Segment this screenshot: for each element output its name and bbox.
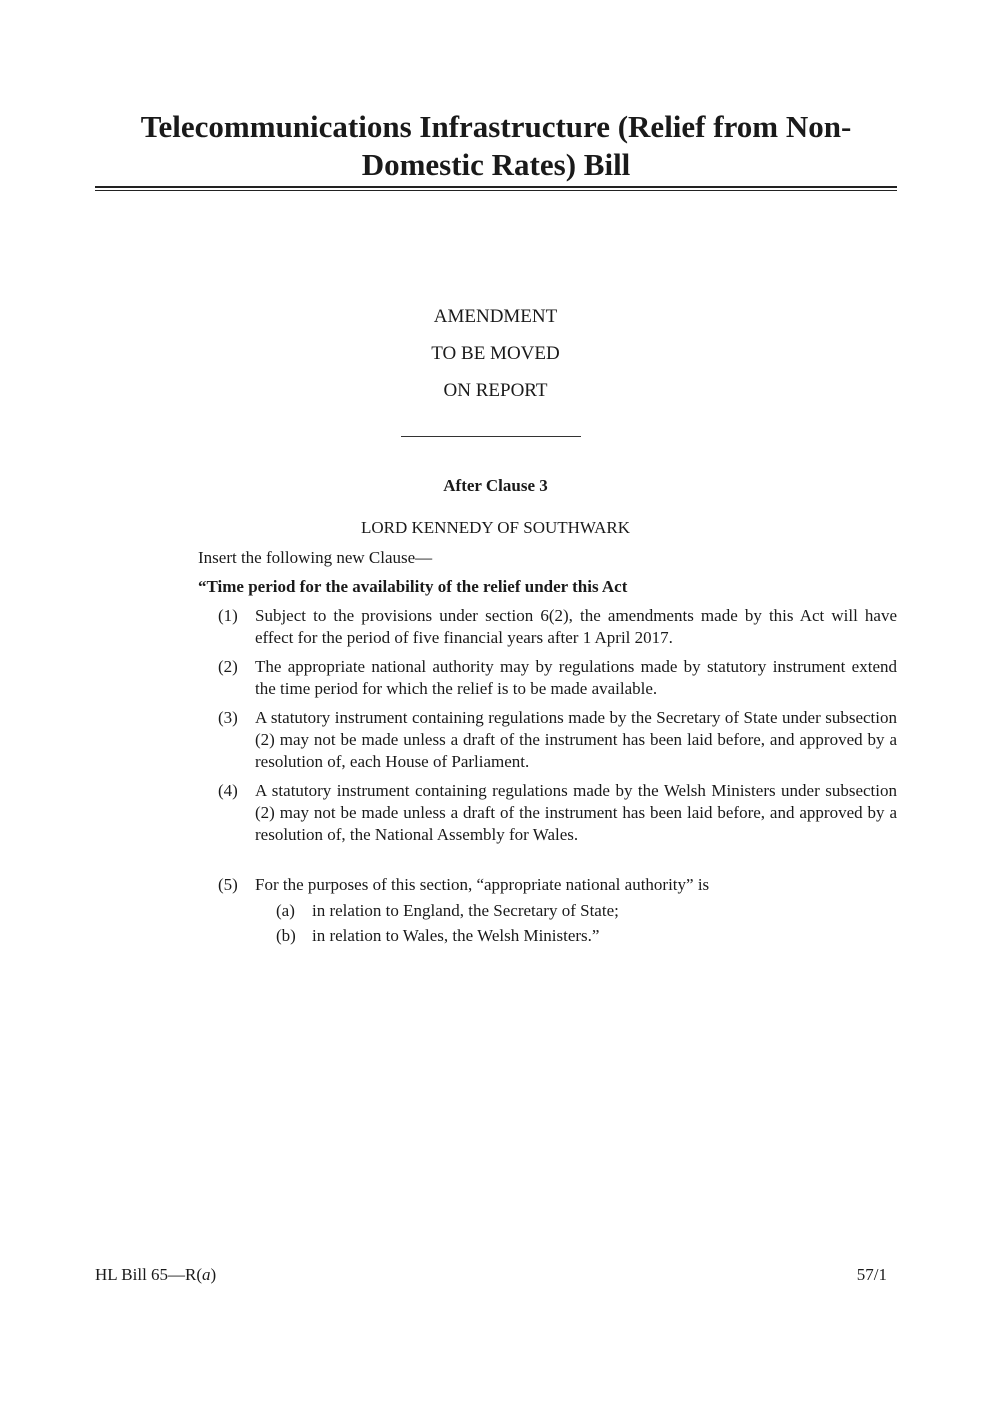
- subsection-text: Subject to the provisions under section 6(2), the amendments made by this Act will have effect for the period of five financial years after 1 April 2017.: [255, 606, 897, 647]
- amendment-heading-line-2: TO BE MOVED: [431, 343, 560, 364]
- subsection-text: For the purposes of this section, “appropriate national authority” is: [255, 875, 710, 894]
- paragraph-b: [276, 925, 897, 947]
- paragraph-text: in relation to Wales, the Welsh Ministers.”: [312, 926, 600, 945]
- subsection-number: (5): [218, 875, 238, 894]
- subsection-5: [218, 874, 897, 896]
- subsection-2: [218, 656, 897, 700]
- paragraph-text: in relation to England, the Secretary of State;: [312, 901, 619, 920]
- new-clause-heading: “Time period for the availability of the relief under this Act: [198, 577, 628, 596]
- bill-title: Telecommunications Infrastructure (Relief from Non-Domestic Rates) Bill: [140, 109, 852, 182]
- subsection-1: [218, 605, 897, 649]
- insert-instruction: Insert the following new Clause—: [198, 548, 433, 567]
- subsection-3: [218, 707, 897, 773]
- amendment-heading-line-3: ON REPORT: [443, 380, 548, 401]
- subsection-text: The appropriate national authority may by regulations made by statutory instrument extend the time period for which the relief is to be made available.: [255, 657, 897, 698]
- subsection-text: A statutory instrument containing regulations made by the Welsh Ministers under subsection (2) may not be made unless a draft of the instrument has been laid before, and approved by a resolution of, the National Assembly for Wales.: [255, 781, 897, 844]
- sponsor-name: LORD KENNEDY OF SOUTHWARK: [360, 518, 630, 537]
- paragraph-letter: (a): [276, 901, 295, 920]
- section-divider: [401, 436, 581, 437]
- amendment-heading-line-1: AMENDMENT: [433, 306, 558, 327]
- subsection-number: (2): [218, 657, 238, 676]
- bill-reference: [95, 1265, 216, 1285]
- bill-reference-prefix: HL Bill 65—R(: [95, 1265, 203, 1284]
- page-reference: 57/1: [856, 1265, 887, 1284]
- subsection-number: (3): [218, 708, 238, 727]
- title-double-rule: [95, 186, 897, 191]
- subsection-number: (1): [218, 606, 238, 625]
- subsection-4: [218, 780, 897, 846]
- bill-reference-suffix: ): [210, 1265, 217, 1284]
- bill-reference-italic: a: [202, 1265, 211, 1284]
- clause-location: After Clause 3: [443, 476, 548, 495]
- subsection-text: A statutory instrument containing regulations made by the Secretary of State under subsection (2) may not be made unless a draft of the instrument has been laid before, and approved by a resolution of, each House of Parliament.: [255, 708, 897, 771]
- paragraph-a: [276, 900, 897, 922]
- paragraph-letter: (b): [276, 926, 296, 945]
- subsection-number: (4): [218, 781, 238, 800]
